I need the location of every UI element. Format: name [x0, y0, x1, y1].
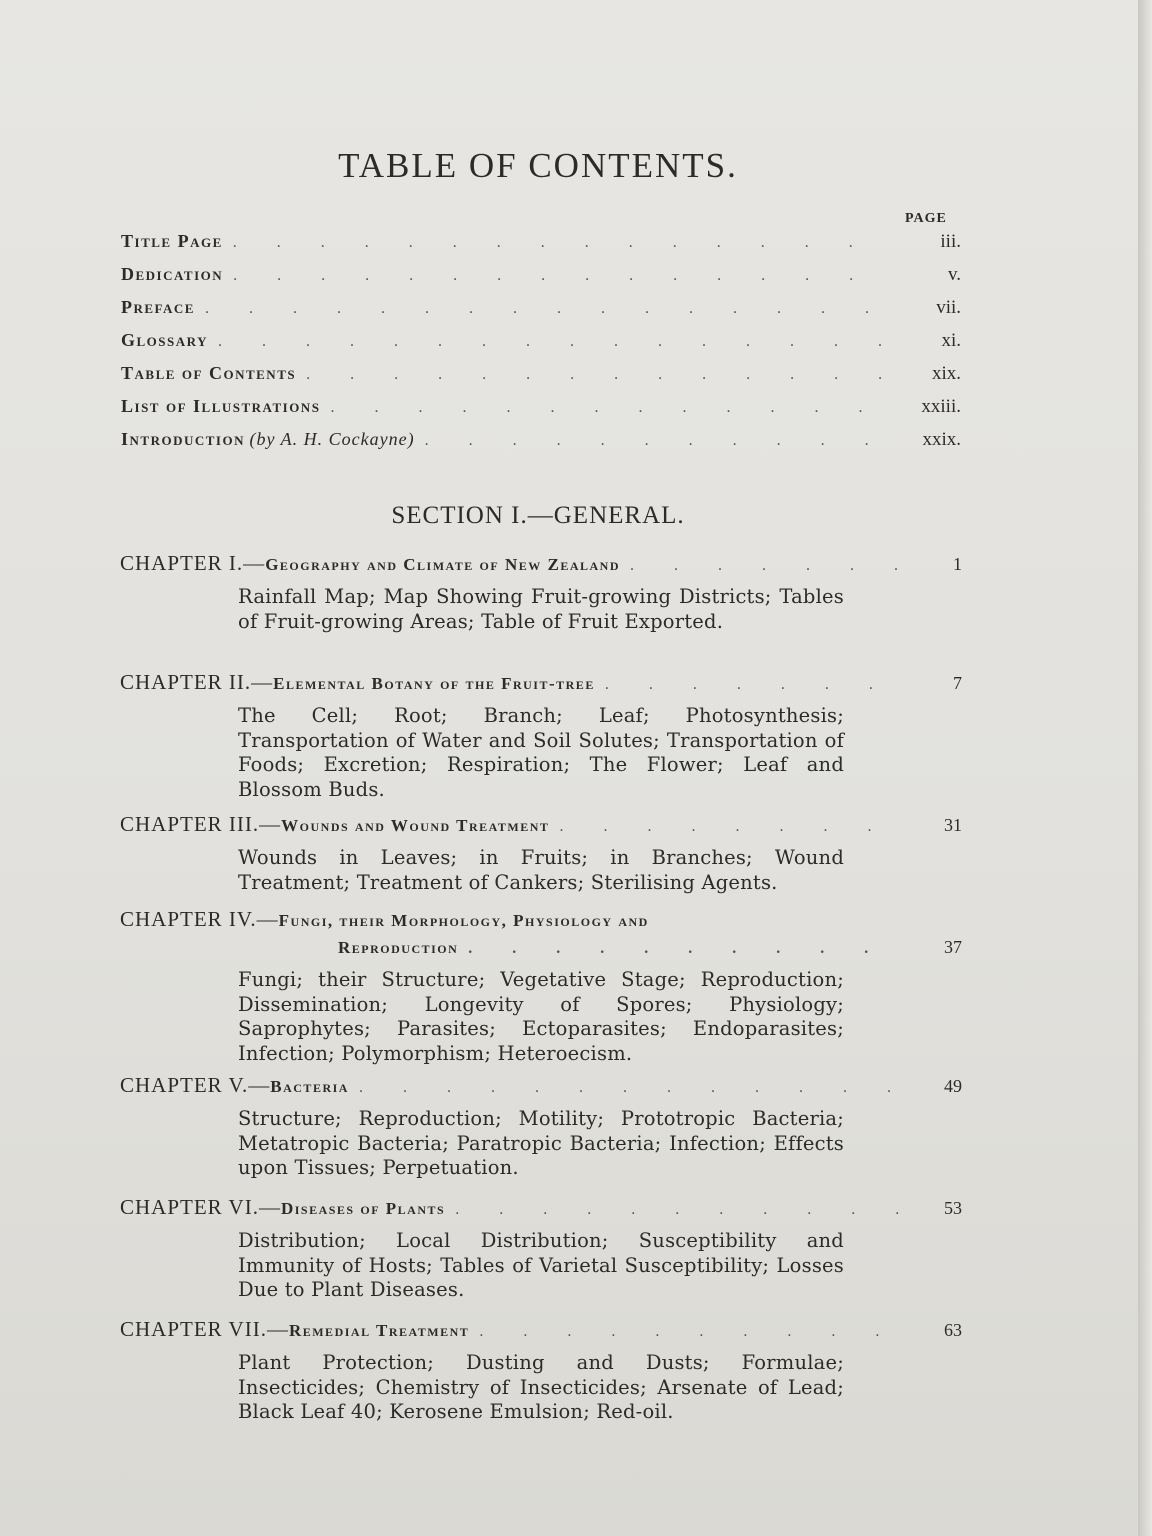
front-matter-row [121, 396, 961, 426]
dot-leader [205, 300, 885, 318]
chapter-description: Plant Protection; Dusting and Dusts; Formulae; Insecticides; Chemistry of Insecticides; Arsenate of Lead; Black Leaf 40; Kerosene Emulsion; Red-oil. [238, 1351, 844, 1423]
chapter-page: 53 [944, 1198, 962, 1218]
page-column-heading: PAGE [905, 211, 947, 226]
entry-label: Introduction [121, 429, 245, 449]
dot-leader [233, 234, 885, 252]
entry-label: Title Page [121, 231, 223, 251]
chapter-page: 49 [944, 1076, 962, 1096]
entry-page: xi. [941, 330, 961, 351]
chapter-title: Geography and Climate of New Zealand [265, 555, 621, 574]
dot-leader [468, 936, 906, 962]
dot-leader [559, 814, 906, 840]
chapter-title: Bacteria [270, 1077, 349, 1096]
chapter-entry [120, 550, 962, 634]
chapter-description: Wounds in Leaves; in Fruits; in Branches; Wound Treatment; Treatment of Cankers; Sterilising Agents. [238, 846, 844, 894]
entry-note: (by A. H. Cockayne) [249, 429, 415, 449]
chapter-label: CHAPTER VI.— [120, 1195, 281, 1219]
front-matter-row [121, 429, 961, 459]
chapter-label: CHAPTER III.— [120, 812, 282, 836]
chapter-page: 31 [944, 815, 962, 835]
chapter-label: CHAPTER VII.— [120, 1317, 289, 1341]
chapter-label: CHAPTER II.— [120, 670, 274, 694]
entry-label: Table of Contents [121, 363, 297, 383]
dot-leader [359, 1075, 906, 1101]
front-matter-row [121, 264, 961, 294]
dot-leader [605, 672, 906, 698]
front-matter-row [121, 363, 961, 393]
entry-page: iii. [940, 231, 961, 252]
chapter-label: CHAPTER V.— [120, 1073, 271, 1097]
chapter-entry [120, 811, 962, 895]
page-edge [1138, 0, 1152, 1536]
dot-leader [455, 1197, 906, 1223]
chapter-page: 7 [953, 673, 962, 693]
chapter-title: Wounds and Wound Treatment [281, 816, 550, 835]
chapter-label: CHAPTER I.— [120, 551, 266, 575]
chapter-entry [120, 1072, 962, 1181]
dot-leader [218, 333, 885, 351]
dot-leader [630, 553, 906, 579]
section-title: SECTION I.—GENERAL. [391, 502, 685, 529]
entry-label: Preface [121, 297, 195, 317]
page-title: TABLE OF CONTENTS. [338, 146, 738, 185]
entry-page: xxiii. [921, 396, 961, 417]
chapter-title-continued: Reproduction [338, 938, 459, 957]
chapter-page: 1 [953, 554, 962, 574]
chapter-label: CHAPTER IV.— [120, 907, 279, 931]
entry-page: xix. [931, 363, 961, 384]
dot-leader [479, 1319, 906, 1345]
entry-label: Glossary [121, 330, 208, 350]
entry-label: List of Illustrations [121, 396, 321, 416]
front-matter-row [121, 330, 961, 360]
chapter-page: 37 [944, 937, 962, 957]
dot-leader [330, 399, 885, 417]
chapter-entry [120, 1194, 962, 1303]
entry-label: Dedication [121, 264, 224, 284]
chapter-title: Remedial Treatment [288, 1321, 470, 1340]
front-matter-row [121, 297, 961, 327]
chapter-entry [120, 906, 962, 1066]
chapter-title: Diseases of Plants [280, 1199, 446, 1218]
chapter-description: Distribution; Local Distribution; Susceptibility and Immunity of Hosts; Tables of Varietal Susceptibility; Losses Due to Plant Diseases. [238, 1229, 844, 1301]
chapter-description: The Cell; Root; Branch; Leaf; Photosynthesis; Transportation of Water and Soil Solutes; Transportation of Foods; Excretion; Respiration; The Flower; Leaf and Blossom Buds. [238, 704, 844, 801]
dot-leader [233, 267, 885, 285]
chapter-entry [120, 1316, 962, 1425]
dot-leader [425, 432, 885, 450]
chapter-description: Structure; Reproduction; Motility; Prototropic Bacteria; Metatropic Bacteria; Paratropic Bacteria; Infection; Effects upon Tissues; Perpetuation. [238, 1107, 844, 1179]
chapter-description: Rainfall Map; Map Showing Fruit-growing Districts; Tables of Fruit-growing Areas; Table of Fruit Exported. [238, 585, 844, 633]
chapter-description: Fungi; their Structure; Vegetative Stage; Reproduction; Dissemination; Longevity of Spores; Physiology; Saprophytes; Parasites; Ectoparasites; Endoparasites; Infection; Polymorphism; Heteroecism. [238, 968, 844, 1065]
front-matter-row [121, 231, 961, 261]
chapter-page: 63 [944, 1320, 962, 1340]
entry-page: xxix. [922, 429, 961, 450]
dot-leader [306, 366, 885, 384]
chapter-title: Elemental Botany of the Fruit-tree [273, 674, 595, 693]
chapter-title: Fungi, their Morphology, Physiology and [278, 911, 649, 930]
chapter-entry [120, 669, 962, 802]
entry-page: v. [947, 264, 961, 285]
entry-page: vii. [936, 297, 961, 318]
